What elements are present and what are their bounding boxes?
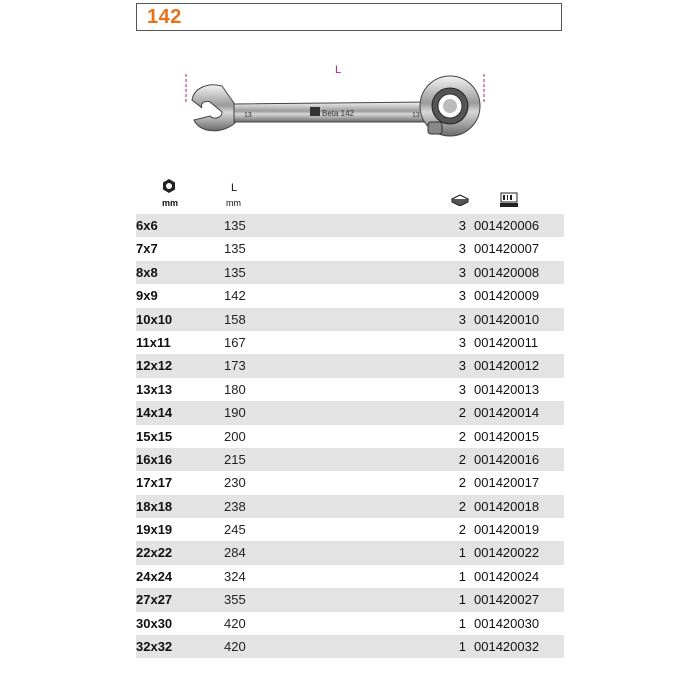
code-cell: 001420018 <box>474 498 540 514</box>
size-cell: 24x24 <box>136 568 173 584</box>
code-cell: 001420015 <box>474 428 540 444</box>
code-cell: 001420009 <box>474 288 540 304</box>
code-cell: 001420022 <box>474 545 540 561</box>
table-row <box>136 541 564 564</box>
code-cell: 001420016 <box>474 451 540 467</box>
code-cell: 001420027 <box>474 592 540 608</box>
qty-cell: 2 <box>458 522 466 538</box>
table-row <box>136 425 564 448</box>
size-cell: 13x13 <box>136 381 173 397</box>
size-cell: 16x16 <box>136 451 173 467</box>
table-row <box>136 331 564 354</box>
title-bar <box>136 3 562 31</box>
code-cell: 001420030 <box>474 615 540 631</box>
code-cell: 001420024 <box>474 568 540 584</box>
length-cell: 142 <box>224 288 246 304</box>
length-dimension-label: L <box>335 64 342 76</box>
page-title: 142 <box>147 6 182 28</box>
code-cell: 001420010 <box>474 311 540 327</box>
table-row <box>136 565 564 588</box>
table-row <box>136 378 564 401</box>
length-header-label: L <box>231 182 238 194</box>
table-row <box>136 354 564 377</box>
table-row <box>136 401 564 424</box>
size-cell: 17x17 <box>136 475 173 491</box>
code-cell: 001420008 <box>474 264 540 280</box>
qty-cell: 2 <box>458 451 466 467</box>
length-cell: 245 <box>224 522 246 538</box>
size-cell: 9x9 <box>136 288 158 304</box>
length-cell: 355 <box>224 592 246 608</box>
table-row <box>136 308 564 331</box>
length-cell: 135 <box>224 241 246 257</box>
size-cell: 19x19 <box>136 522 173 538</box>
combination-wrench-image <box>180 60 490 150</box>
length-cell: 420 <box>224 615 246 631</box>
size-mark-left: 13 <box>244 112 252 119</box>
qty-cell: 3 <box>458 311 466 327</box>
table-row <box>136 495 564 518</box>
qty-cell: 3 <box>458 334 466 350</box>
size-cell: 22x22 <box>136 545 173 561</box>
code-cell: 001420032 <box>474 639 540 655</box>
table-row <box>136 284 564 307</box>
length-cell: 215 <box>224 451 246 467</box>
size-cell: 11x11 <box>136 334 171 350</box>
code-cell: 001420013 <box>474 381 540 397</box>
table-row <box>136 471 564 494</box>
code-cell: 001420007 <box>474 241 540 257</box>
product-table <box>136 214 564 658</box>
length-cell: 200 <box>224 428 246 444</box>
length-unit-label: mm <box>226 198 241 208</box>
table-row <box>136 448 564 471</box>
qty-cell: 2 <box>458 428 466 444</box>
size-mark-right: 13 <box>412 112 420 119</box>
qty-cell: 1 <box>458 545 466 561</box>
qty-cell: 1 <box>458 592 466 608</box>
qty-cell: 1 <box>458 568 466 584</box>
size-unit-label: mm <box>161 198 178 208</box>
size-cell: 32x32 <box>136 639 173 655</box>
size-cell: 30x30 <box>136 615 173 631</box>
qty-cell: 3 <box>458 218 466 233</box>
length-cell: 420 <box>224 639 246 655</box>
code-cell: 001420017 <box>474 475 540 491</box>
length-cell: 284 <box>224 545 246 561</box>
table-row <box>136 635 564 658</box>
length-cell: 167 <box>224 334 246 350</box>
length-cell: 230 <box>224 475 246 491</box>
table-row <box>136 237 564 260</box>
qty-cell: 1 <box>458 615 466 631</box>
length-cell: 238 <box>224 498 246 514</box>
code-cell: 001420006 <box>474 218 540 233</box>
code-cell: 001420014 <box>474 405 540 421</box>
size-cell: 6x6 <box>136 218 158 233</box>
length-cell: 324 <box>224 568 246 584</box>
length-cell: 158 <box>224 311 246 327</box>
qty-cell: 3 <box>458 241 466 257</box>
size-cell: 14x14 <box>136 405 173 421</box>
package-icon <box>451 194 469 206</box>
code-cell: 001420011 <box>474 334 539 350</box>
code-cell: 001420012 <box>474 358 540 374</box>
table-row <box>136 518 564 541</box>
size-cell: 15x15 <box>136 428 173 444</box>
qty-cell: 3 <box>458 358 466 374</box>
length-cell: 173 <box>224 358 246 374</box>
size-cell: 18x18 <box>136 498 173 514</box>
code-cell: 001420019 <box>474 522 540 538</box>
table-row <box>136 612 564 635</box>
table-row <box>136 214 564 237</box>
wrench-brand-text: Beta 142 <box>322 109 355 118</box>
qty-cell: 2 <box>458 405 466 421</box>
qty-cell: 3 <box>458 288 466 304</box>
length-cell: 135 <box>224 264 246 280</box>
wrench-illustration <box>180 60 490 150</box>
hex-nut-icon <box>161 178 177 194</box>
length-cell: 190 <box>224 405 246 421</box>
size-cell: 27x27 <box>136 592 173 608</box>
length-cell: 135 <box>224 218 246 233</box>
qty-cell: 2 <box>458 498 466 514</box>
size-cell: 10x10 <box>136 311 173 327</box>
size-cell: 7x7 <box>136 241 158 257</box>
table-row <box>136 261 564 284</box>
length-cell: 180 <box>224 381 246 397</box>
size-cell: 12x12 <box>136 358 173 374</box>
qty-cell: 1 <box>458 639 466 655</box>
barcode-icon <box>500 192 518 208</box>
qty-cell: 3 <box>458 381 466 397</box>
qty-cell: 2 <box>458 475 466 491</box>
qty-cell: 3 <box>458 264 466 280</box>
size-cell: 8x8 <box>136 264 158 280</box>
table-row <box>136 588 564 611</box>
